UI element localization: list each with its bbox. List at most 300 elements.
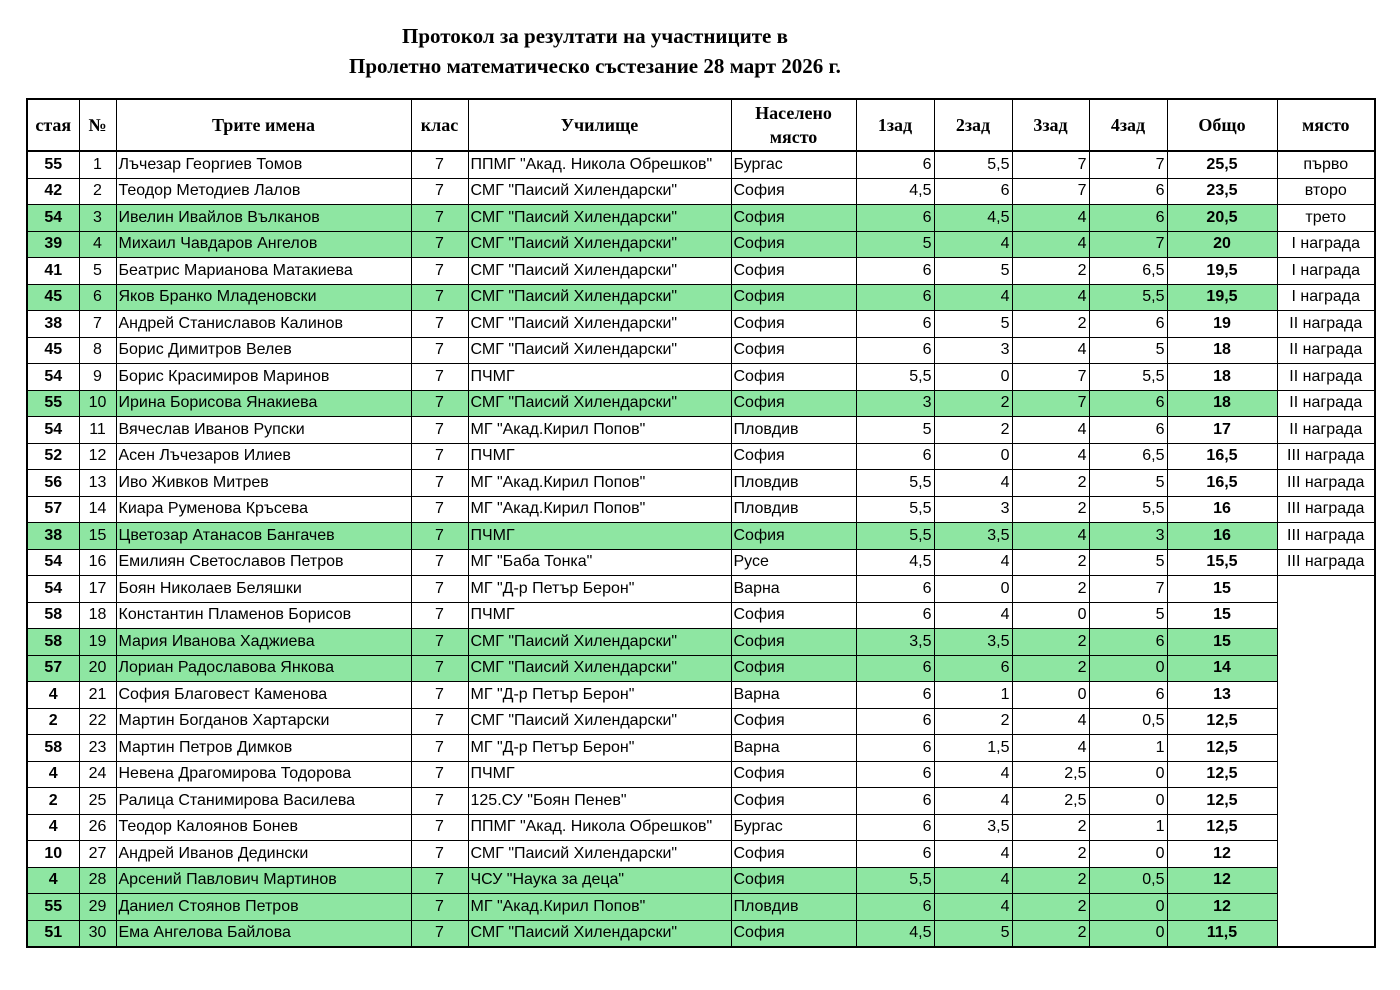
- cell-town: Бургас: [731, 151, 856, 178]
- cell-problem-2: 0: [934, 443, 1012, 470]
- cell-room: 54: [27, 417, 79, 444]
- cell-problem-3: 2: [1012, 496, 1089, 523]
- cell-school: ЧСУ "Наука за деца": [468, 867, 731, 894]
- cell-problem-3: 4: [1012, 443, 1089, 470]
- cell-problem-2: 3: [934, 496, 1012, 523]
- cell-school: ПЧМГ: [468, 364, 731, 391]
- table-row: [27, 151, 1375, 178]
- cell-grade: 7: [411, 735, 468, 762]
- cell-problem-2: 4: [934, 549, 1012, 576]
- cell-total: 25,5: [1167, 151, 1277, 178]
- table-row: [27, 629, 1375, 656]
- cell-number: 7: [79, 311, 116, 338]
- cell-town: Варна: [731, 682, 856, 709]
- cell-room: 2: [27, 708, 79, 735]
- cell-problem-1: 5,5: [856, 867, 934, 894]
- cell-name: Киара Руменова Кръсева: [116, 496, 411, 523]
- cell-name: Мартин Богданов Хартарски: [116, 708, 411, 735]
- cell-total: 15: [1167, 602, 1277, 629]
- cell-problem-4: 5: [1089, 602, 1167, 629]
- cell-school: МГ "Д-р Петър Берон": [468, 576, 731, 603]
- cell-name: Беатрис Марианова Матакиева: [116, 258, 411, 285]
- cell-problem-3: 2: [1012, 920, 1089, 947]
- cell-name: Михаил Чавдаров Ангелов: [116, 231, 411, 258]
- cell-town: Пловдив: [731, 496, 856, 523]
- cell-number: 22: [79, 708, 116, 735]
- cell-number: 18: [79, 602, 116, 629]
- cell-problem-4: 6: [1089, 205, 1167, 232]
- cell-grade: 7: [411, 894, 468, 921]
- cell-grade: 7: [411, 231, 468, 258]
- cell-problem-1: 6: [856, 151, 934, 178]
- cell-problem-1: 5,5: [856, 496, 934, 523]
- header-problem-4: 4зад: [1089, 99, 1167, 151]
- table-row: [27, 682, 1375, 709]
- header-room: стая: [27, 99, 79, 151]
- cell-town: София: [731, 920, 856, 947]
- cell-name: Борис Димитров Велев: [116, 337, 411, 364]
- cell-room: 2: [27, 788, 79, 815]
- cell-total: 16: [1167, 496, 1277, 523]
- cell-problem-4: 7: [1089, 151, 1167, 178]
- cell-problem-1: 6: [856, 682, 934, 709]
- cell-total: 18: [1167, 337, 1277, 364]
- cell-room: 54: [27, 364, 79, 391]
- cell-school: ПЧМГ: [468, 523, 731, 550]
- cell-place: II награда: [1277, 364, 1375, 391]
- cell-number: 5: [79, 258, 116, 285]
- cell-problem-4: 6: [1089, 311, 1167, 338]
- cell-school: ПЧМГ: [468, 602, 731, 629]
- cell-place: II награда: [1277, 311, 1375, 338]
- cell-problem-1: 6: [856, 841, 934, 868]
- cell-problem-2: 4: [934, 894, 1012, 921]
- cell-total: 18: [1167, 364, 1277, 391]
- cell-place: [1277, 814, 1375, 841]
- cell-place: III награда: [1277, 496, 1375, 523]
- cell-name: Яков Бранко Младеновски: [116, 284, 411, 311]
- cell-school: СМГ "Паисий Хилендарски": [468, 629, 731, 656]
- cell-grade: 7: [411, 443, 468, 470]
- cell-total: 19: [1167, 311, 1277, 338]
- cell-problem-3: 2: [1012, 629, 1089, 656]
- cell-problem-2: 4: [934, 788, 1012, 815]
- cell-problem-3: 4: [1012, 231, 1089, 258]
- cell-grade: 7: [411, 788, 468, 815]
- cell-problem-1: 6: [856, 761, 934, 788]
- cell-town: Пловдив: [731, 417, 856, 444]
- cell-total: 20: [1167, 231, 1277, 258]
- cell-number: 11: [79, 417, 116, 444]
- cell-problem-1: 3,5: [856, 629, 934, 656]
- cell-problem-2: 5: [934, 311, 1012, 338]
- cell-town: София: [731, 178, 856, 205]
- cell-town: София: [731, 867, 856, 894]
- cell-town: Варна: [731, 576, 856, 603]
- cell-school: ППМГ "Акад. Никола Обрешков": [468, 814, 731, 841]
- cell-school: СМГ "Паисий Хилендарски": [468, 311, 731, 338]
- cell-total: 12,5: [1167, 735, 1277, 762]
- cell-total: 19,5: [1167, 258, 1277, 285]
- cell-grade: 7: [411, 205, 468, 232]
- table-row: [27, 735, 1375, 762]
- cell-problem-3: 0: [1012, 682, 1089, 709]
- cell-school: МГ "Акад.Кирил Попов": [468, 894, 731, 921]
- cell-total: 12: [1167, 841, 1277, 868]
- cell-total: 13: [1167, 682, 1277, 709]
- cell-place: [1277, 576, 1375, 603]
- header-number: №: [79, 99, 116, 151]
- cell-name: Теодор Методиев Лалов: [116, 178, 411, 205]
- table-row: [27, 258, 1375, 285]
- cell-grade: 7: [411, 151, 468, 178]
- cell-problem-4: 0: [1089, 788, 1167, 815]
- cell-name: Лориан Радославова Янкова: [116, 655, 411, 682]
- cell-problem-3: 7: [1012, 151, 1089, 178]
- cell-number: 25: [79, 788, 116, 815]
- cell-place: II награда: [1277, 390, 1375, 417]
- cell-problem-3: 2: [1012, 894, 1089, 921]
- cell-school: ПЧМГ: [468, 443, 731, 470]
- cell-town: София: [731, 788, 856, 815]
- cell-problem-1: 6: [856, 337, 934, 364]
- cell-room: 38: [27, 311, 79, 338]
- cell-problem-1: 6: [856, 576, 934, 603]
- cell-problem-3: 4: [1012, 337, 1089, 364]
- cell-problem-1: 6: [856, 258, 934, 285]
- cell-place: III награда: [1277, 549, 1375, 576]
- cell-total: 19,5: [1167, 284, 1277, 311]
- cell-problem-4: 6,5: [1089, 443, 1167, 470]
- cell-number: 1: [79, 151, 116, 178]
- cell-problem-2: 4: [934, 231, 1012, 258]
- cell-problem-4: 6: [1089, 629, 1167, 656]
- cell-number: 23: [79, 735, 116, 762]
- table-row: [27, 841, 1375, 868]
- cell-name: Боян Николаев Беляшки: [116, 576, 411, 603]
- cell-place: [1277, 894, 1375, 921]
- table-row: [27, 311, 1375, 338]
- cell-problem-4: 5,5: [1089, 496, 1167, 523]
- cell-room: 42: [27, 178, 79, 205]
- cell-problem-1: 6: [856, 205, 934, 232]
- cell-place: III награда: [1277, 470, 1375, 497]
- cell-place: [1277, 867, 1375, 894]
- cell-grade: 7: [411, 602, 468, 629]
- header-problem-1: 1зад: [856, 99, 934, 151]
- table-row: [27, 470, 1375, 497]
- cell-problem-4: 6: [1089, 390, 1167, 417]
- cell-town: София: [731, 629, 856, 656]
- cell-town: София: [731, 364, 856, 391]
- cell-room: 58: [27, 735, 79, 762]
- cell-room: 54: [27, 576, 79, 603]
- cell-number: 3: [79, 205, 116, 232]
- cell-problem-1: 6: [856, 311, 934, 338]
- cell-problem-3: 2: [1012, 576, 1089, 603]
- cell-room: 57: [27, 496, 79, 523]
- cell-problem-3: 7: [1012, 178, 1089, 205]
- table-row: [27, 549, 1375, 576]
- cell-school: СМГ "Паисий Хилендарски": [468, 390, 731, 417]
- table-row: [27, 655, 1375, 682]
- cell-problem-4: 7: [1089, 231, 1167, 258]
- cell-number: 15: [79, 523, 116, 550]
- cell-number: 27: [79, 841, 116, 868]
- cell-problem-4: 3: [1089, 523, 1167, 550]
- cell-problem-3: 2: [1012, 867, 1089, 894]
- cell-problem-1: 4,5: [856, 549, 934, 576]
- cell-problem-4: 5,5: [1089, 364, 1167, 391]
- cell-place: [1277, 655, 1375, 682]
- cell-town: Бургас: [731, 814, 856, 841]
- cell-place: III награда: [1277, 523, 1375, 550]
- cell-problem-4: 0: [1089, 761, 1167, 788]
- cell-school: СМГ "Паисий Хилендарски": [468, 178, 731, 205]
- cell-total: 18: [1167, 390, 1277, 417]
- cell-room: 4: [27, 814, 79, 841]
- header-name: Трите имена: [116, 99, 411, 151]
- cell-problem-1: 5: [856, 231, 934, 258]
- cell-problem-1: 3: [856, 390, 934, 417]
- cell-grade: 7: [411, 576, 468, 603]
- cell-problem-2: 5: [934, 258, 1012, 285]
- cell-problem-1: 5,5: [856, 364, 934, 391]
- cell-room: 55: [27, 151, 79, 178]
- cell-school: ПЧМГ: [468, 761, 731, 788]
- cell-total: 12: [1167, 867, 1277, 894]
- cell-problem-3: 4: [1012, 417, 1089, 444]
- cell-place: [1277, 735, 1375, 762]
- cell-name: Андрей Станиславов Калинов: [116, 311, 411, 338]
- cell-room: 54: [27, 549, 79, 576]
- cell-town: Варна: [731, 735, 856, 762]
- cell-grade: 7: [411, 549, 468, 576]
- cell-problem-3: 2: [1012, 470, 1089, 497]
- cell-problem-4: 0,5: [1089, 867, 1167, 894]
- cell-problem-3: 2,5: [1012, 788, 1089, 815]
- table-row: [27, 390, 1375, 417]
- cell-school: 125.СУ "Боян Пенев": [468, 788, 731, 815]
- cell-problem-3: 4: [1012, 205, 1089, 232]
- cell-number: 10: [79, 390, 116, 417]
- table-row: [27, 364, 1375, 391]
- cell-name: Андрей Иванов Дедински: [116, 841, 411, 868]
- table-row: [27, 867, 1375, 894]
- cell-problem-1: 4,5: [856, 920, 934, 947]
- cell-problem-3: 7: [1012, 390, 1089, 417]
- header-town: [731, 99, 856, 151]
- cell-problem-2: 1,5: [934, 735, 1012, 762]
- cell-problem-4: 0: [1089, 894, 1167, 921]
- table-row: [27, 602, 1375, 629]
- cell-name: Емилиян Светославов Петров: [116, 549, 411, 576]
- cell-problem-2: 4: [934, 867, 1012, 894]
- cell-number: 13: [79, 470, 116, 497]
- cell-problem-2: 4: [934, 470, 1012, 497]
- cell-number: 16: [79, 549, 116, 576]
- cell-place: трето: [1277, 205, 1375, 232]
- cell-problem-4: 6: [1089, 682, 1167, 709]
- cell-number: 8: [79, 337, 116, 364]
- cell-place: [1277, 682, 1375, 709]
- cell-problem-4: 5,5: [1089, 284, 1167, 311]
- cell-problem-2: 2: [934, 390, 1012, 417]
- cell-town: София: [731, 311, 856, 338]
- cell-room: 51: [27, 920, 79, 947]
- cell-room: 4: [27, 867, 79, 894]
- cell-problem-1: 6: [856, 602, 934, 629]
- cell-number: 17: [79, 576, 116, 603]
- cell-grade: 7: [411, 178, 468, 205]
- table-row: [27, 178, 1375, 205]
- cell-town: София: [731, 523, 856, 550]
- cell-total: 12: [1167, 894, 1277, 921]
- table-row: [27, 814, 1375, 841]
- cell-name: Асен Лъчезаров Илиев: [116, 443, 411, 470]
- table-row: [27, 708, 1375, 735]
- cell-problem-4: 5: [1089, 470, 1167, 497]
- cell-school: СМГ "Паисий Хилендарски": [468, 841, 731, 868]
- cell-grade: 7: [411, 867, 468, 894]
- cell-problem-3: 7: [1012, 364, 1089, 391]
- cell-school: СМГ "Паисий Хилендарски": [468, 205, 731, 232]
- cell-problem-3: 2,5: [1012, 761, 1089, 788]
- cell-number: 20: [79, 655, 116, 682]
- cell-grade: 7: [411, 258, 468, 285]
- cell-room: 55: [27, 390, 79, 417]
- cell-place: [1277, 708, 1375, 735]
- cell-school: МГ "Баба Тонка": [468, 549, 731, 576]
- table-row: [27, 523, 1375, 550]
- cell-total: 16,5: [1167, 470, 1277, 497]
- cell-room: 38: [27, 523, 79, 550]
- cell-total: 17: [1167, 417, 1277, 444]
- cell-problem-2: 2: [934, 708, 1012, 735]
- cell-name: Ирина Борисова Янакиева: [116, 390, 411, 417]
- cell-school: МГ "Акад.Кирил Попов": [468, 496, 731, 523]
- cell-problem-2: 0: [934, 364, 1012, 391]
- cell-town: Пловдив: [731, 894, 856, 921]
- cell-room: 45: [27, 337, 79, 364]
- cell-grade: 7: [411, 708, 468, 735]
- cell-number: 9: [79, 364, 116, 391]
- cell-town: София: [731, 761, 856, 788]
- cell-room: 58: [27, 602, 79, 629]
- table-row: [27, 788, 1375, 815]
- cell-number: 14: [79, 496, 116, 523]
- cell-problem-4: 1: [1089, 735, 1167, 762]
- cell-problem-2: 4: [934, 841, 1012, 868]
- cell-problem-2: 6: [934, 655, 1012, 682]
- cell-town: София: [731, 841, 856, 868]
- cell-name: София Благовест Каменова: [116, 682, 411, 709]
- table-row: [27, 443, 1375, 470]
- cell-school: МГ "Акад.Кирил Попов": [468, 417, 731, 444]
- cell-problem-3: 4: [1012, 708, 1089, 735]
- cell-room: 56: [27, 470, 79, 497]
- cell-grade: 7: [411, 364, 468, 391]
- cell-number: 19: [79, 629, 116, 656]
- cell-number: 21: [79, 682, 116, 709]
- cell-problem-3: 2: [1012, 311, 1089, 338]
- header-problem-2: 2зад: [934, 99, 1012, 151]
- cell-total: 12,5: [1167, 788, 1277, 815]
- cell-place: [1277, 761, 1375, 788]
- cell-place: I награда: [1277, 231, 1375, 258]
- cell-problem-4: 5: [1089, 549, 1167, 576]
- cell-problem-2: 3,5: [934, 523, 1012, 550]
- cell-room: 57: [27, 655, 79, 682]
- cell-town: София: [731, 443, 856, 470]
- cell-problem-3: 4: [1012, 523, 1089, 550]
- cell-problem-2: 1: [934, 682, 1012, 709]
- cell-problem-4: 0: [1089, 920, 1167, 947]
- cell-name: Лъчезар Георгиев Томов: [116, 151, 411, 178]
- cell-town: София: [731, 205, 856, 232]
- cell-place: първо: [1277, 151, 1375, 178]
- cell-name: Ивелин Ивайлов Вълканов: [116, 205, 411, 232]
- cell-total: 23,5: [1167, 178, 1277, 205]
- cell-number: 6: [79, 284, 116, 311]
- table-row: [27, 284, 1375, 311]
- cell-town: София: [731, 655, 856, 682]
- cell-name: Борис Красимиров Маринов: [116, 364, 411, 391]
- cell-place: [1277, 920, 1375, 947]
- cell-total: 11,5: [1167, 920, 1277, 947]
- cell-place: I награда: [1277, 284, 1375, 311]
- header-problem-3: 3зад: [1012, 99, 1089, 151]
- header-place: място: [1277, 99, 1375, 151]
- cell-place: [1277, 602, 1375, 629]
- cell-number: 4: [79, 231, 116, 258]
- cell-problem-1: 6: [856, 894, 934, 921]
- cell-town: София: [731, 390, 856, 417]
- table-row: [27, 496, 1375, 523]
- cell-grade: 7: [411, 682, 468, 709]
- cell-place: [1277, 841, 1375, 868]
- cell-town: Русе: [731, 549, 856, 576]
- cell-school: МГ "Д-р Петър Берон": [468, 735, 731, 762]
- cell-number: 28: [79, 867, 116, 894]
- cell-school: МГ "Акад.Кирил Попов": [468, 470, 731, 497]
- cell-town: София: [731, 284, 856, 311]
- cell-school: ППМГ "Акад. Никола Обрешков": [468, 151, 731, 178]
- cell-school: СМГ "Паисий Хилендарски": [468, 655, 731, 682]
- cell-school: СМГ "Паисий Хилендарски": [468, 231, 731, 258]
- cell-grade: 7: [411, 496, 468, 523]
- cell-name: Цветозар Атанасов Бангачев: [116, 523, 411, 550]
- cell-school: СМГ "Паисий Хилендарски": [468, 284, 731, 311]
- cell-total: 20,5: [1167, 205, 1277, 232]
- cell-problem-1: 4,5: [856, 178, 934, 205]
- cell-problem-2: 4: [934, 602, 1012, 629]
- cell-town: Пловдив: [731, 470, 856, 497]
- cell-place: второ: [1277, 178, 1375, 205]
- cell-grade: 7: [411, 470, 468, 497]
- cell-problem-4: 0: [1089, 655, 1167, 682]
- cell-place: II награда: [1277, 337, 1375, 364]
- cell-problem-4: 1: [1089, 814, 1167, 841]
- table-row: [27, 417, 1375, 444]
- cell-room: 4: [27, 682, 79, 709]
- cell-grade: 7: [411, 920, 468, 947]
- cell-problem-2: 5,5: [934, 151, 1012, 178]
- cell-town: София: [731, 258, 856, 285]
- cell-problem-4: 6,5: [1089, 258, 1167, 285]
- cell-school: СМГ "Паисий Хилендарски": [468, 337, 731, 364]
- cell-total: 12,5: [1167, 761, 1277, 788]
